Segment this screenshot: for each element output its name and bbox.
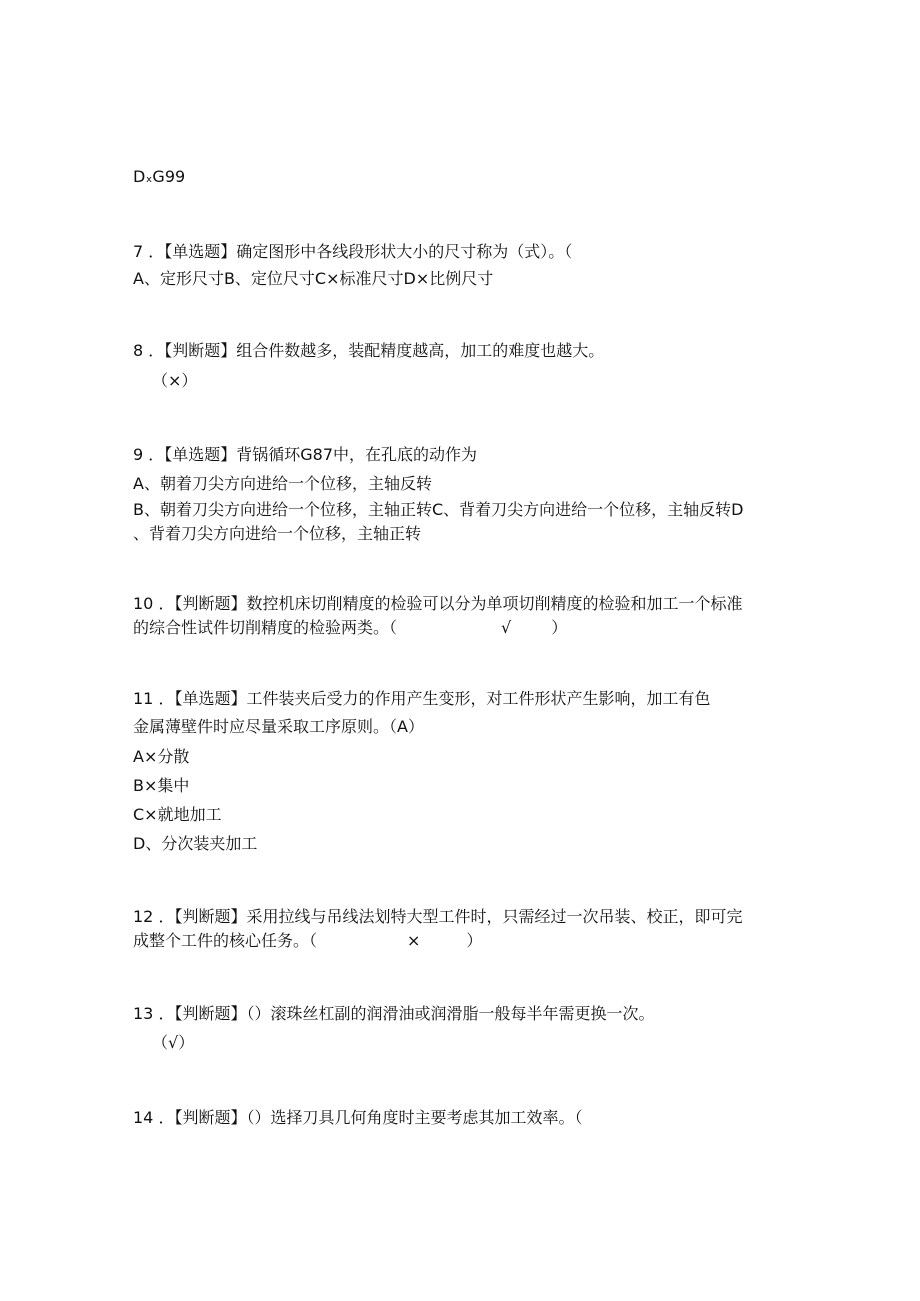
- q8-stem: 8 ．【判断题】组合件数越多，装配精度越高，加工的难度也越大。: [133, 341, 605, 360]
- q11-line2: 金属薄壁件时应尽量采取工序原则。（A）: [133, 717, 424, 736]
- q12-line1: 12 ．【判断题】采用拉线与吊线法划特大型工件时，只需经过一次吊装、校正，即可完: [133, 907, 743, 926]
- q12-close-paren: ）: [466, 931, 483, 950]
- q12-answer-mark: ×: [407, 931, 421, 950]
- q7-stem: 7 ．【单选题】确定图形中各线段形状大小的尺寸称为（式）。（: [133, 242, 573, 261]
- q9-option-d: 、背着刀尖方向进给一个位移，主轴正转: [133, 524, 422, 543]
- q6-option-d: DₓG99: [133, 167, 186, 186]
- q8-answer: （×）: [152, 371, 198, 390]
- q11-option: A×分散: [133, 747, 190, 766]
- q11-line1: 11 ．【单选题】工件装夹后受力的作用产生变形，对工件形状产生影响，加工有色: [133, 689, 711, 708]
- q11-option: C×就地加工: [133, 805, 222, 824]
- q10-line2-text: 的综合性试件切削精度的检验两类。（: [133, 618, 398, 637]
- q10-close-paren: ）: [551, 618, 568, 637]
- q13-stem: 13 ．【判断题】（）滚珠丝杠副的润滑油或润滑脂一般每半年需更换一次。: [133, 1004, 655, 1023]
- q10-line1: 10 ．【判断题】数控机床切削精度的检验可以分为单项切削精度的检验和加工一个标准: [133, 594, 743, 613]
- q9-stem: 9 ．【单选题】背锅循环G87中，在孔底的动作为: [133, 445, 478, 464]
- q11-option: D、分次装夹加工: [133, 834, 258, 853]
- q10-line2: [133, 617, 567, 639]
- q11-option: B×集中: [133, 776, 190, 795]
- q13-answer: （√）: [152, 1033, 195, 1052]
- q9-option-a: A、朝着刀尖方向进给一个位移，主轴反转: [133, 474, 432, 493]
- q9-option-b-c: B、朝着刀尖方向进给一个位移，主轴正转C、背着刀尖方向进给一个位移，主轴反转D: [133, 500, 744, 519]
- q7-options: A、定形尺寸B、定位尺寸C×标准尺寸D×比例尺寸: [133, 269, 494, 288]
- q10-answer-mark: √: [501, 618, 512, 637]
- q12-line2: [133, 930, 482, 952]
- q12-line2-text: 成整个工件的核心任务。（: [133, 931, 318, 950]
- q14-stem: 14 ．【判断题】（）选择刀具几何角度时主要考虑其加工效率。（: [133, 1108, 583, 1127]
